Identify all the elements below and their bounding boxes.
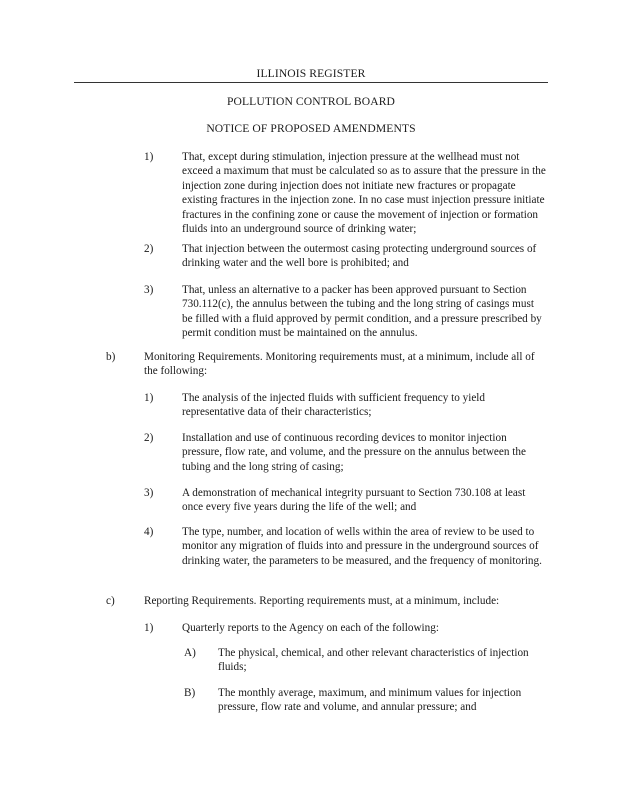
notice-title: NOTICE OF PROPOSED AMENDMENTS (206, 122, 416, 135)
item-label: B) (184, 687, 196, 699)
item-text: That, unless an alternative to a packer has been approved pursuant to Section 730.112(c), the annulus between the tubing and the long string of casings must be filled with a fluid approved by permit condition, and a pressure prescribed by permit condition must be maintained on the annulus. (182, 284, 542, 340)
register-title: ILLINOIS REGISTER (256, 67, 366, 80)
header-rule (74, 82, 548, 83)
subsection-label: c) (106, 595, 115, 607)
subsection-text: Monitoring Requirements. Monitoring requirements must, at a minimum, include all of the following: (144, 351, 535, 378)
item-text: That, except during stimulation, injection pressure at the wellhead must not exceed a maximum that must be calculated so as to assure that the pressure in the injection zone during injection does not initiate new fractures or propagate existing fractures in the injection zone. In no case must injection pressure initiate fractures in the confining zone or cause the movement of injection or formation fluids into an underground source of drinking water; (182, 151, 546, 236)
item-label: 2) (144, 432, 154, 444)
board-title: POLLUTION CONTROL BOARD (226, 95, 396, 108)
item-label: 2) (144, 243, 154, 255)
item-text: A demonstration of mechanical integrity pursuant to Section 730.108 at least once every five years during the life of the well; and (182, 487, 526, 514)
item-label: 1) (144, 151, 154, 163)
item-text: Quarterly reports to the Agency on each of the following: (182, 622, 439, 634)
item-text: The monthly average, maximum, and minimum values for injection pressure, flow rate and volume, and annular pressure; and (218, 687, 522, 714)
item-label: 4) (144, 526, 154, 538)
item-text: The type, number, and location of wells within the area of review to be used to monitor any migration of fluids into and pressure in the underground sources of drinking water, the parameters to be measured, and the frequency of monitoring. (182, 526, 542, 567)
subsection-text: Reporting Requirements. Reporting requirements must, at a minimum, include: (144, 595, 500, 607)
item-label: 3) (144, 487, 154, 499)
item-label: A) (184, 647, 196, 659)
item-text: The physical, chemical, and other relevant characteristics of injection fluids; (218, 647, 529, 674)
item-label: 1) (144, 622, 154, 634)
item-text: Installation and use of continuous recording devices to monitor injection pressure, flow rate, and volume, and the pressure on the annulus between the tubing and the long string of casing; (182, 432, 526, 473)
item-label: 1) (144, 392, 154, 404)
item-text: The analysis of the injected fluids with sufficient frequency to yield representative data of their characteristics; (182, 392, 486, 419)
item-label: 3) (144, 284, 154, 296)
subsection-label: b) (106, 351, 116, 363)
item-text: That injection between the outermost casing protecting underground sources of drinking water and the well bore is prohibited; and (182, 243, 537, 270)
